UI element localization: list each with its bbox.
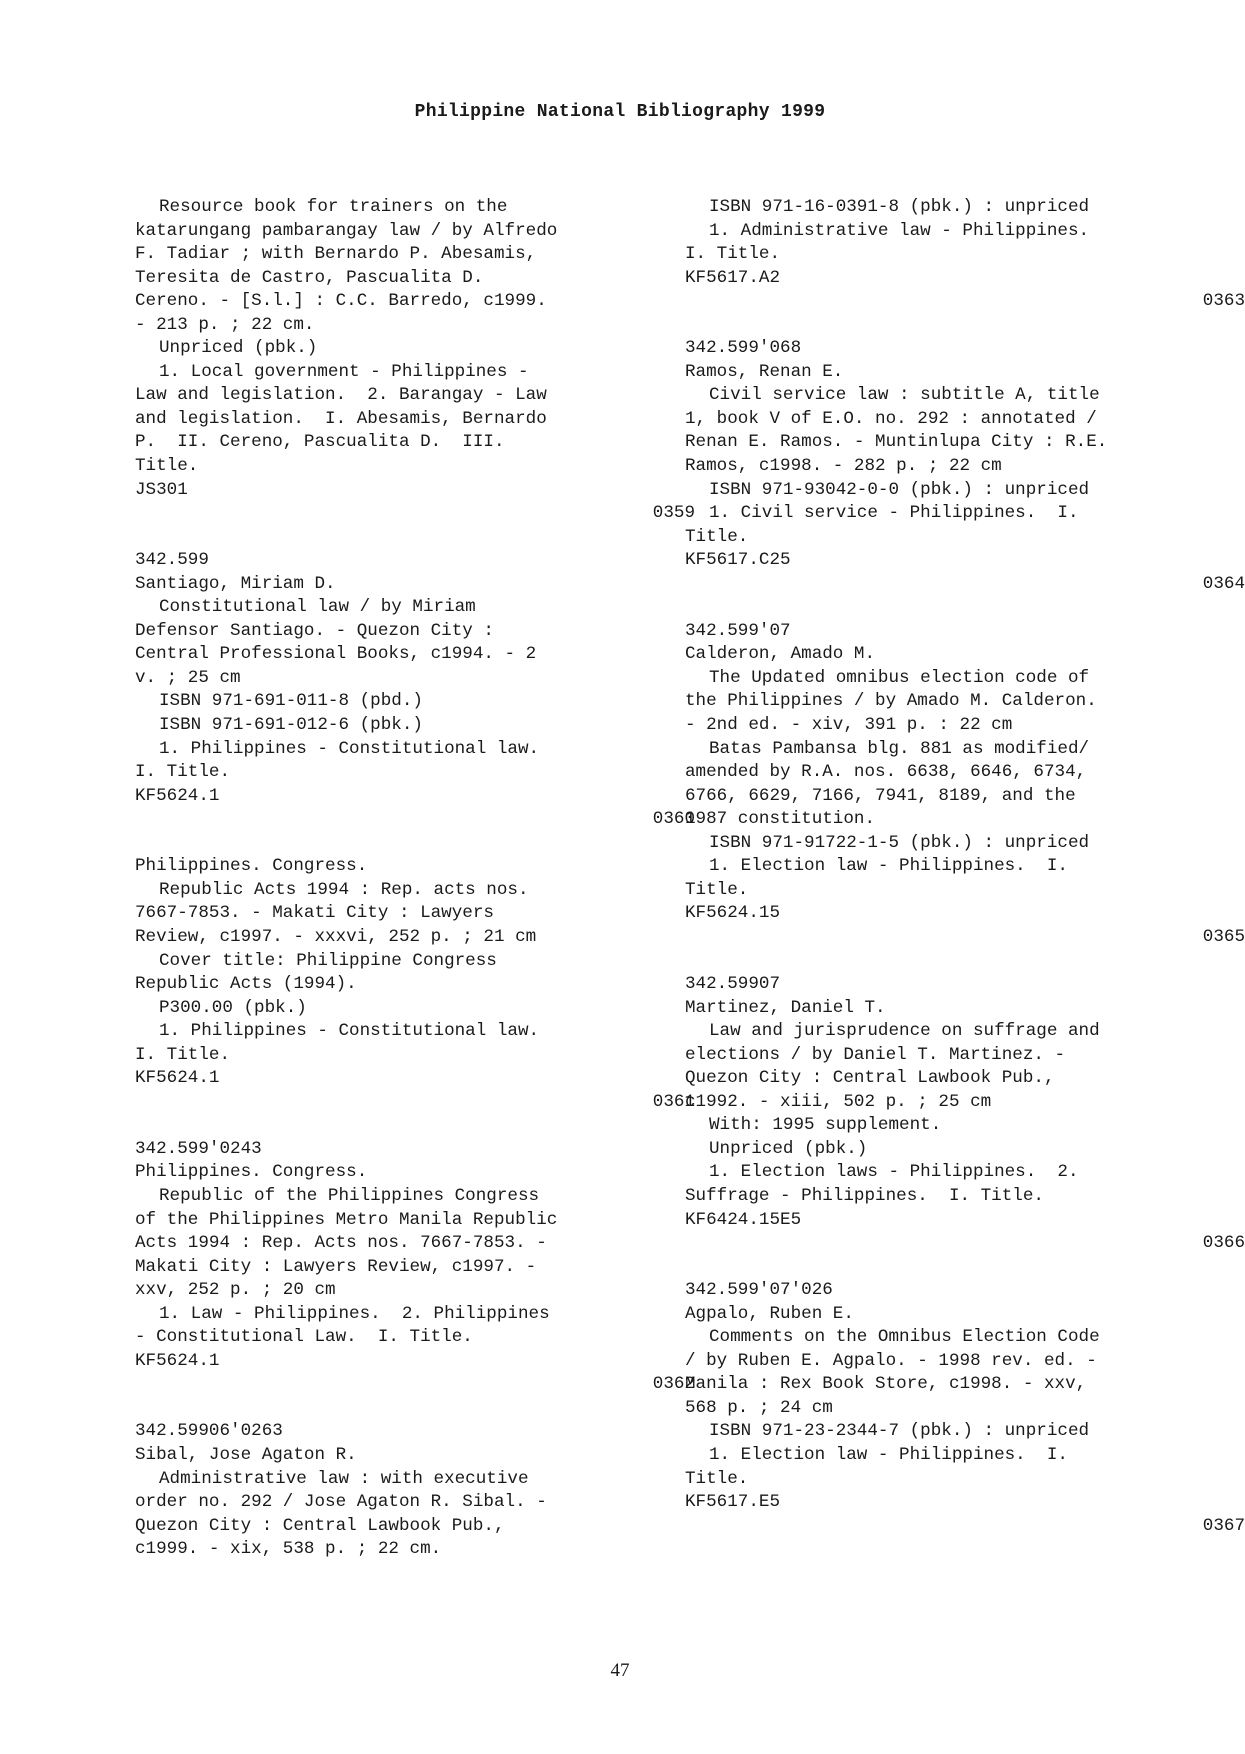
entry-line: Title. bbox=[685, 526, 749, 547]
entry-line: order no. 292 / Jose Agaton R. Sibal. - bbox=[135, 1492, 547, 1513]
entry-line: - 2nd ed. - xiv, 391 p. : 22 cm bbox=[685, 715, 1013, 736]
entry-line: Renan E. Ramos. - Muntinlupa City : R.E. bbox=[685, 432, 1108, 453]
entry-line: c1992. - xiii, 502 p. ; 25 cm bbox=[685, 1091, 992, 1112]
entry-line: Unpriced (pbk.) bbox=[159, 338, 318, 359]
entry-line: Makati City : Lawyers Review, c1997. - bbox=[135, 1256, 537, 1277]
entry-line: KF6424.15E5 bbox=[685, 1209, 802, 1230]
entry-line: Unpriced (pbk.) bbox=[709, 1138, 868, 1159]
entry-line: ISBN 971-93042-0-0 (pbk.) : unpriced bbox=[709, 479, 1090, 500]
bibliography-entry bbox=[135, 855, 695, 1114]
entry-line: ISBN 971-23-2344-7 (pbk.) : unpriced bbox=[709, 1421, 1090, 1442]
bibliography-entry bbox=[685, 1279, 1245, 1538]
entry-line: c1999. - xix, 538 p. ; 22 cm. bbox=[135, 1539, 442, 1560]
entry-line: Batas Pambansa blg. 881 as modified/ bbox=[709, 738, 1090, 759]
entry-number: 0365 bbox=[1202, 926, 1245, 947]
entry-line: Law and legislation. 2. Barangay - Law bbox=[135, 385, 547, 406]
bibliography-entry bbox=[685, 337, 1245, 596]
entry-line: ISBN 971-691-011-8 (pbd.) bbox=[159, 691, 423, 712]
entry-line: Santiago, Miriam D. bbox=[135, 573, 336, 594]
entry-line: 1. Philippines - Constitutional law. bbox=[159, 1021, 540, 1042]
entry-line: and legislation. I. Abesamis, Bernardo bbox=[135, 408, 547, 429]
entry-line: elections / by Daniel T. Martinez. - bbox=[685, 1044, 1066, 1065]
entry-line: I. Title. bbox=[135, 1044, 231, 1065]
entry-line: KF5617.E5 bbox=[685, 1492, 781, 1513]
entry-line: Constitutional law / by Miriam bbox=[159, 597, 476, 618]
entry-line: 342.599 bbox=[135, 550, 209, 571]
entry-line: Central Professional Books, c1994. - 2 bbox=[135, 644, 537, 665]
entry-line: 342.599'0243 bbox=[135, 1138, 262, 1159]
entry-line: Republic of the Philippines Congress bbox=[159, 1185, 540, 1206]
entry-line: 1. Local government - Philippines - bbox=[159, 361, 529, 382]
entry-line: Philippines. Congress. bbox=[135, 1162, 368, 1183]
entry-line: 6766, 6629, 7166, 7941, 8189, and the bbox=[685, 785, 1076, 806]
entry-line: Cover title: Philippine Congress bbox=[159, 950, 497, 971]
entry-line: 342.599'07'026 bbox=[685, 1280, 833, 1301]
entry-number: 0364 bbox=[1202, 573, 1245, 594]
entry-line: the Philippines / by Amado M. Calderon. bbox=[685, 691, 1097, 712]
entry-line: 1. Election law - Philippines. I. bbox=[709, 856, 1068, 877]
entry-number: 0362 bbox=[652, 1374, 695, 1395]
entry-number: 0366 bbox=[1202, 1233, 1245, 1254]
entry-line: amended by R.A. nos. 6638, 6646, 6734, bbox=[685, 762, 1087, 783]
page-title: Philippine National Bibliography 1999 bbox=[414, 102, 826, 122]
entry-line: Teresita de Castro, Pascualita D. bbox=[135, 267, 484, 288]
entry-line: Ramos, Renan E. bbox=[685, 361, 844, 382]
entry-line: Calderon, Amado M. bbox=[685, 644, 876, 665]
entry-line: Ramos, c1998. - 282 p. ; 22 cm bbox=[685, 456, 1002, 477]
entry-line: 1987 constitution. bbox=[685, 809, 876, 830]
entry-line: 1. Election law - Philippines. I. bbox=[709, 1444, 1068, 1465]
entry-line: Quezon City : Central Lawbook Pub., bbox=[135, 1515, 505, 1536]
bibliography-entry bbox=[135, 549, 695, 832]
entry-number: 0359 bbox=[652, 503, 695, 524]
entry-line: 1. Law - Philippines. 2. Philippines bbox=[159, 1303, 550, 1324]
entry-line: ISBN 971-16-0391-8 (pbk.) : unpriced bbox=[709, 197, 1090, 217]
entry-line: P300.00 (pbk.) bbox=[159, 997, 307, 1018]
entry-line: Title. bbox=[135, 456, 199, 477]
entry-line: ISBN 971-691-012-6 (pbk.) bbox=[159, 715, 423, 736]
bibliography-entry bbox=[135, 1420, 695, 1561]
entry-line: The Updated omnibus election code of bbox=[709, 667, 1090, 688]
entry-line: Suffrage - Philippines. I. Title. bbox=[685, 1185, 1044, 1206]
entry-line: KF5617.C25 bbox=[685, 550, 791, 571]
entry-line: of the Philippines Metro Manila Republic bbox=[135, 1209, 558, 1230]
entry-line: Resource book for trainers on the bbox=[159, 197, 508, 217]
entry-line: 342.599'07 bbox=[685, 620, 791, 641]
left-column bbox=[135, 196, 695, 1585]
entry-line: Title. bbox=[685, 879, 749, 900]
entry-line: Civil service law : subtitle A, title bbox=[709, 385, 1100, 406]
entry-line: Review, c1997. - xxxvi, 252 p. ; 21 cm bbox=[135, 926, 537, 947]
bibliography-entry bbox=[135, 1138, 695, 1397]
entry-line: I. Title. bbox=[135, 762, 231, 783]
entry-line: 1. Philippines - Constitutional law. bbox=[159, 738, 540, 759]
entry-line: 1, book V of E.O. no. 292 : annotated / bbox=[685, 408, 1097, 429]
right-column bbox=[685, 196, 1245, 1562]
entry-line: Defensor Santiago. - Quezon City : bbox=[135, 620, 494, 641]
entry-line: KF5624.1 bbox=[135, 785, 220, 806]
entry-line: 1. Civil service - Philippines. I. bbox=[709, 503, 1079, 524]
entry-line: ISBN 971-91722-1-5 (pbk.) : unpriced bbox=[709, 832, 1090, 853]
entry-line: Title. bbox=[685, 1468, 749, 1489]
entry-line: Acts 1994 : Rep. Acts nos. 7667-7853. - bbox=[135, 1233, 547, 1254]
entry-number: 0360 bbox=[652, 809, 695, 830]
entry-line: I. Title. bbox=[685, 244, 781, 265]
entry-line: KF5617.A2 bbox=[685, 267, 781, 288]
entry-line: 1. Administrative law - Philippines. bbox=[709, 220, 1090, 241]
entry-line: Martinez, Daniel T. bbox=[685, 997, 886, 1018]
entry-line: P. II. Cereno, Pascualita D. III. bbox=[135, 432, 505, 453]
entry-line: - 213 p. ; 22 cm. bbox=[135, 314, 315, 335]
bibliography-entry bbox=[685, 620, 1245, 950]
entry-line: / by Ruben E. Agpalo. - 1998 rev. ed. - bbox=[685, 1350, 1097, 1371]
entry-line: JS301 bbox=[135, 479, 188, 500]
entry-number: 0363 bbox=[1202, 291, 1245, 312]
entry-line: xxv, 252 p. ; 20 cm bbox=[135, 1280, 336, 1301]
entry-line: With: 1995 supplement. bbox=[709, 1115, 942, 1136]
page-number: 47 bbox=[610, 1660, 630, 1681]
entry-number: 0367 bbox=[1202, 1515, 1245, 1536]
entry-line: Philippines. Congress. bbox=[135, 856, 368, 877]
entry-line: KF5624.1 bbox=[135, 1068, 220, 1089]
entry-line: - Constitutional Law. I. Title. bbox=[135, 1327, 473, 1348]
entry-line: Republic Acts (1994). bbox=[135, 974, 357, 995]
entry-line: Sibal, Jose Agaton R. bbox=[135, 1444, 357, 1465]
bibliography-entry bbox=[685, 196, 1245, 314]
entry-line: Administrative law : with executive bbox=[159, 1468, 529, 1489]
entry-line: Manila : Rex Book Store, c1998. - xxv, bbox=[685, 1374, 1087, 1395]
entry-line: 1. Election laws - Philippines. 2. bbox=[709, 1162, 1079, 1183]
entry-line: KF5624.1 bbox=[135, 1350, 220, 1371]
entry-line: v. ; 25 cm bbox=[135, 667, 241, 688]
entry-line: Agpalo, Ruben E. bbox=[685, 1303, 854, 1324]
entry-line: 342.59907 bbox=[685, 974, 781, 995]
entry-line: Quezon City : Central Lawbook Pub., bbox=[685, 1068, 1055, 1089]
entry-line: Republic Acts 1994 : Rep. acts nos. bbox=[159, 879, 529, 900]
entry-line: 568 p. ; 24 cm bbox=[685, 1397, 833, 1418]
entry-line: Comments on the Omnibus Election Code bbox=[709, 1327, 1100, 1348]
entry-line: Law and jurisprudence on suffrage and bbox=[709, 1021, 1100, 1042]
entry-line: katarungang pambarangay law / by Alfredo bbox=[135, 220, 558, 241]
entry-line: Cereno. - [S.l.] : C.C. Barredo, c1999. bbox=[135, 291, 547, 312]
entry-number: 0361 bbox=[652, 1091, 695, 1112]
entry-line: 7667-7853. - Makati City : Lawyers bbox=[135, 903, 494, 924]
entry-line: F. Tadiar ; with Bernardo P. Abesamis, bbox=[135, 244, 537, 265]
entry-line: 342.59906'0263 bbox=[135, 1421, 283, 1442]
bibliography-entry bbox=[685, 973, 1245, 1256]
entry-line: KF5624.15 bbox=[685, 903, 781, 924]
entry-line: 342.599'068 bbox=[685, 338, 802, 359]
bibliography-entry bbox=[135, 196, 695, 526]
